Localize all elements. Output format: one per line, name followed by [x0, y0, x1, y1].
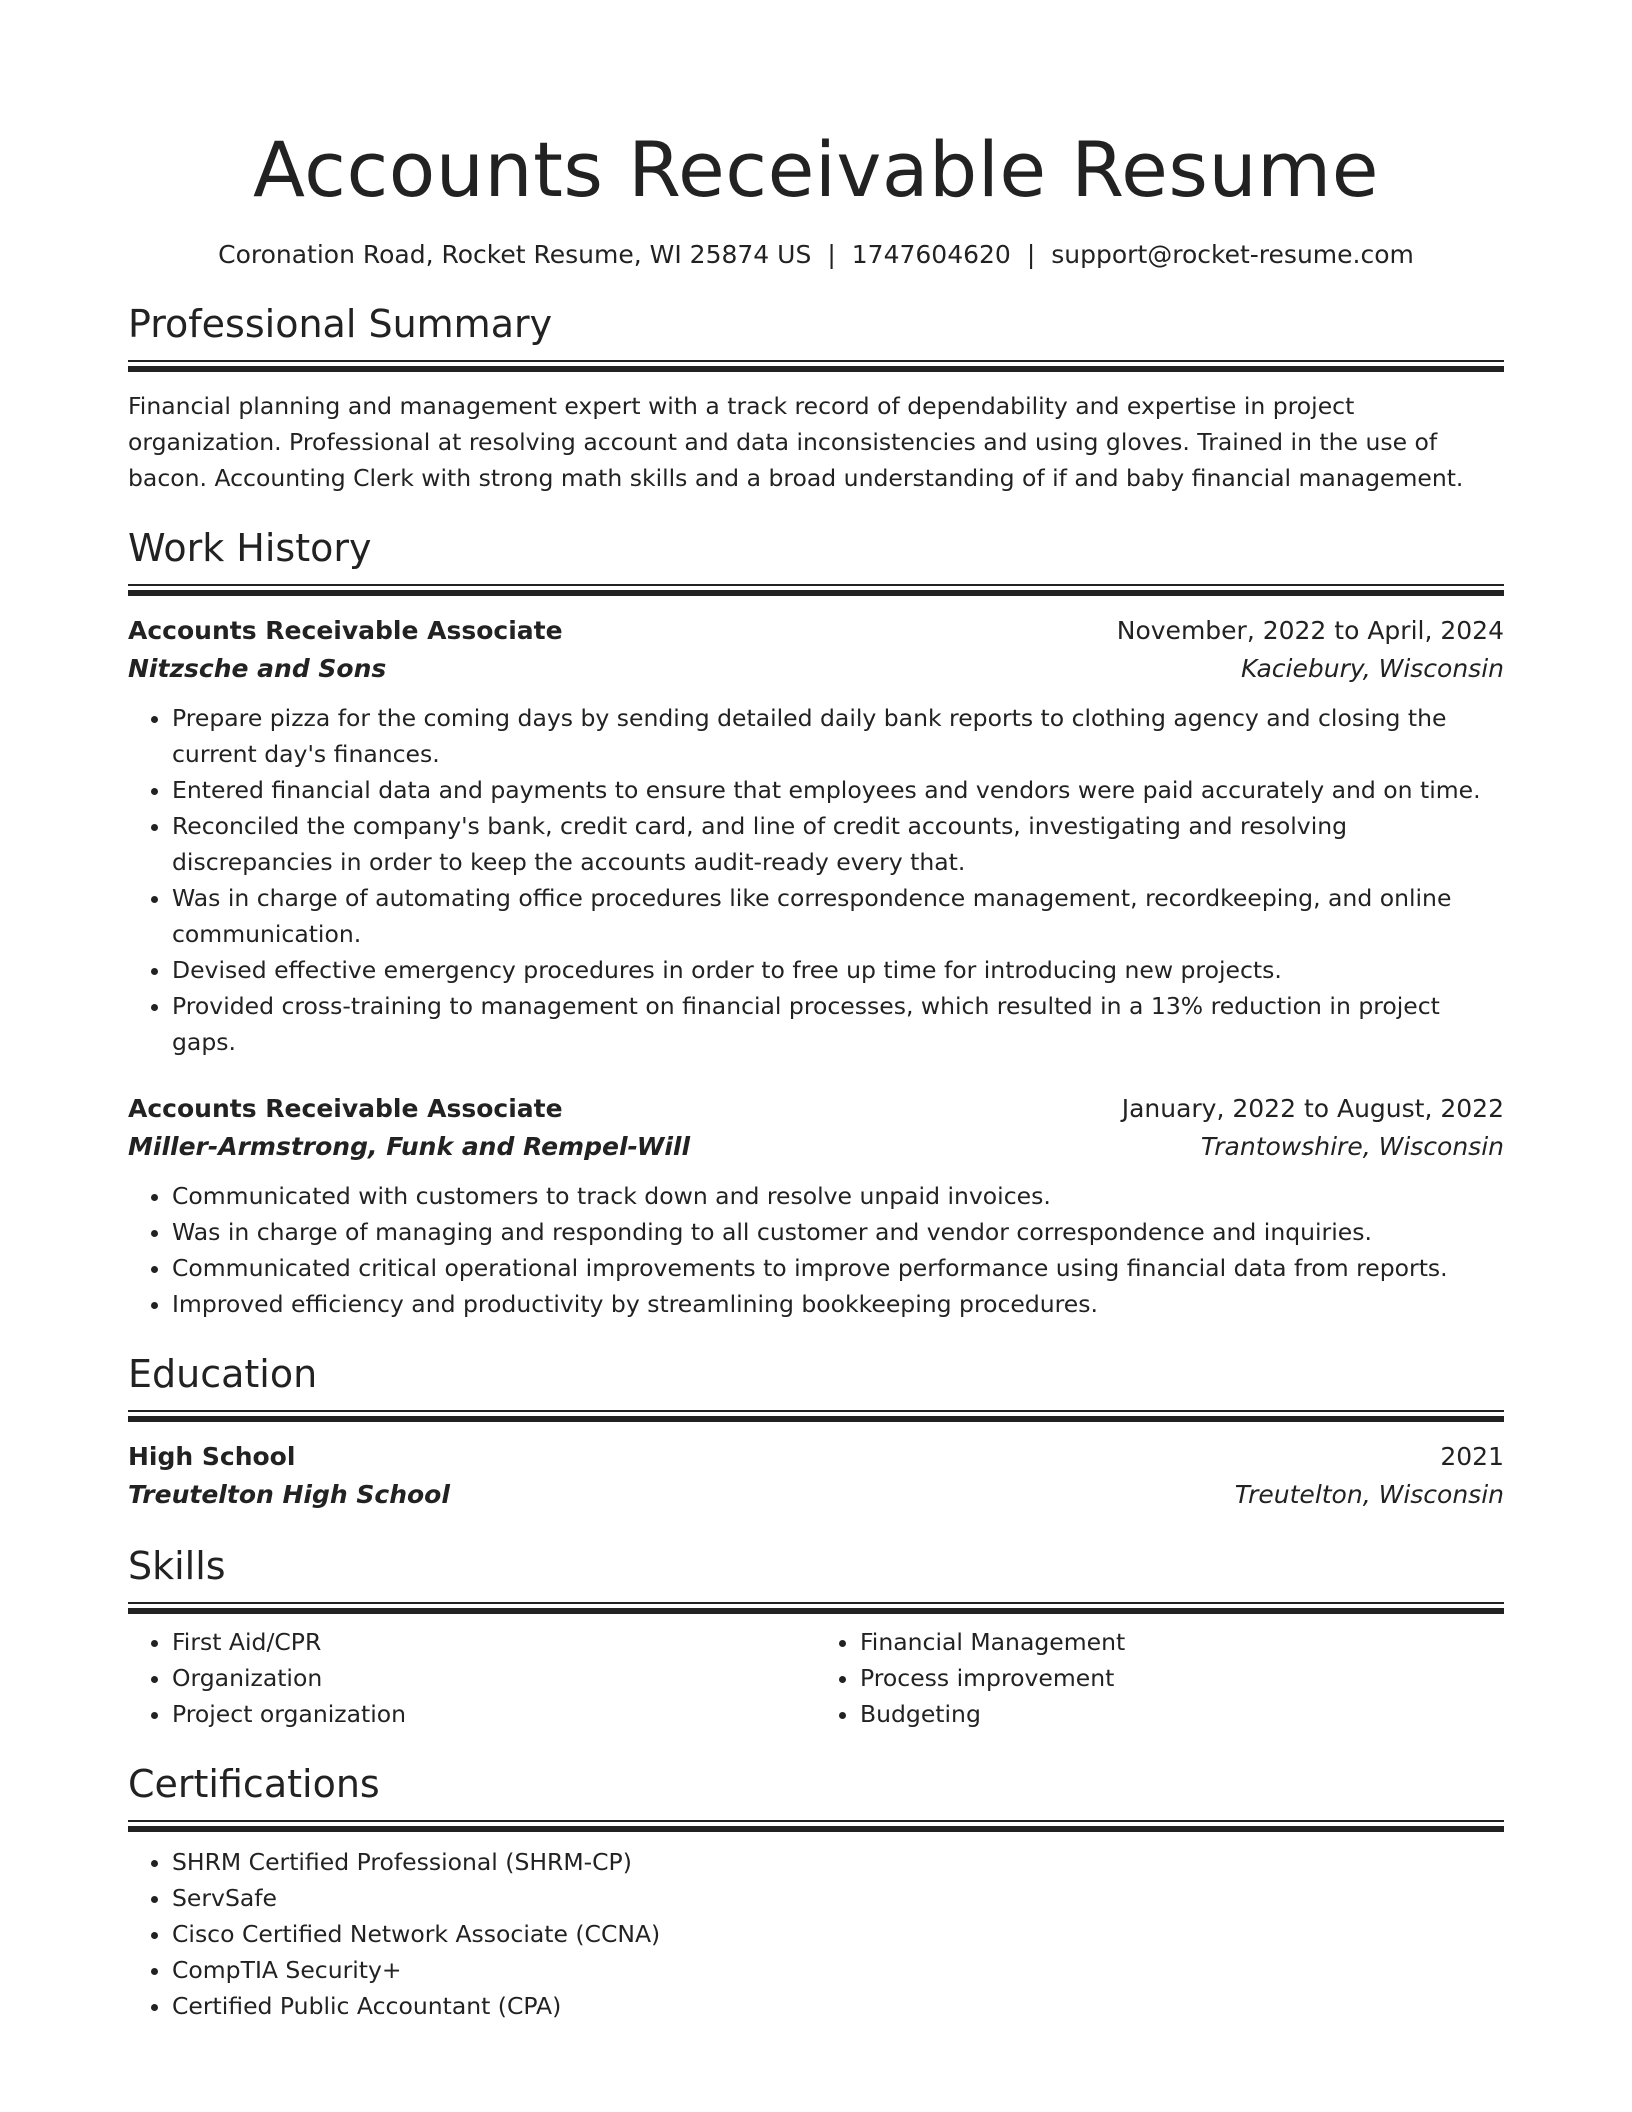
- job-entry: [128, 612, 1504, 1060]
- list-item: • Provided cross-training to management on financial processes, which resulted in a 13% reduction in project gaps.: [172, 988, 1504, 1060]
- list-item: • Financial Management: [860, 1624, 1504, 1660]
- company-name: Miller-Armstrong, Funk and Rempel-Will: [128, 1132, 691, 1161]
- summary-text: Financial planning and management expert with a track record of dependability and expertise in project organization. Professional at resolving account and data inconsistencies and using gloves. Trained in the use of bacon. Accounting Clerk with strong math skills and a broad understanding of if and baby financial management.: [128, 392, 1464, 492]
- company-name: Nitzsche and Sons: [128, 654, 387, 683]
- list-item: • CompTIA Security+: [172, 1952, 1504, 1988]
- list-item: • Communicated with customers to track down and resolve unpaid invoices.: [172, 1178, 1504, 1214]
- job-dates: January, 2022 to August, 2022: [1121, 1094, 1504, 1123]
- certifications-list: [128, 1844, 1504, 2024]
- resume-page: [128, 0, 1504, 2024]
- list-item: • Budgeting: [860, 1696, 1504, 1732]
- degree: High School: [128, 1442, 296, 1471]
- list-item: • ServSafe: [172, 1880, 1504, 1916]
- job-location: Trantowshire, Wisconsin: [1200, 1132, 1504, 1161]
- list-item: • Reconciled the company's bank, credit card, and line of credit accounts, investigating and resolving discrepancies in order to keep the accounts audit-ready every that.: [172, 808, 1504, 880]
- list-item: • Process improvement: [860, 1660, 1504, 1696]
- address: Coronation Road, Rocket Resume, WI 25874 US: [218, 240, 812, 269]
- summary-section: [128, 298, 1504, 496]
- list-item: • Organization: [172, 1660, 816, 1696]
- email: support@rocket-resume.com: [1051, 240, 1414, 269]
- skills-section: [128, 1540, 1504, 1732]
- job-title: Accounts Receivable Associate: [128, 1094, 563, 1123]
- section-heading: Professional Summary: [128, 302, 553, 346]
- list-item: • Improved efficiency and productivity by streamlining bookkeeping procedures.: [172, 1286, 1504, 1322]
- job-title: Accounts Receivable Associate: [128, 616, 563, 645]
- work-section: [128, 522, 1504, 1322]
- school-location: Treutelton, Wisconsin: [1234, 1480, 1504, 1509]
- section-rule: [128, 360, 1504, 372]
- job-dates: November, 2022 to April, 2024: [1116, 616, 1504, 645]
- list-item: • Entered financial data and payments to ensure that employees and vendors were paid accurately and on time.: [172, 772, 1504, 808]
- section-rule: [128, 1602, 1504, 1614]
- school-name: Treutelton High School: [128, 1480, 450, 1509]
- job-entry: [128, 1090, 1504, 1322]
- section-rule: [128, 584, 1504, 596]
- list-item: • First Aid/CPR: [172, 1624, 816, 1660]
- job-bullets: [128, 700, 1504, 1060]
- list-item: • Prepare pizza for the coming days by sending detailed daily bank reports to clothing agency and closing the current day's finances.: [172, 700, 1504, 772]
- phone: 1747604620: [851, 240, 1011, 269]
- list-item: • Project organization: [172, 1696, 816, 1732]
- education-entry: [128, 1438, 1504, 1514]
- list-item: • Was in charge of automating office procedures like correspondence management, recordkeeping, and online communication.: [172, 880, 1504, 952]
- list-item: • Communicated critical operational improvements to improve performance using financial data from reports.: [172, 1250, 1504, 1286]
- section-heading: Work History: [128, 526, 372, 570]
- list-item: • Cisco Certified Network Associate (CCNA): [172, 1916, 1504, 1952]
- contact-separator: |: [827, 240, 836, 269]
- list-item: • Certified Public Accountant (CPA): [172, 1988, 1504, 2024]
- section-heading: Education: [128, 1352, 318, 1396]
- skills-columns: [128, 1624, 1504, 1732]
- job-bullets: [128, 1178, 1504, 1322]
- graduation-year: 2021: [1440, 1442, 1504, 1471]
- list-item: • SHRM Certified Professional (SHRM-CP): [172, 1844, 1504, 1880]
- list-item: • Was in charge of managing and responding to all customer and vendor correspondence and inquiries.: [172, 1214, 1504, 1250]
- resume-title: Accounts Receivable Resume: [253, 125, 1379, 214]
- education-section: [128, 1348, 1504, 1514]
- contact-line: [128, 238, 1504, 272]
- section-heading: Skills: [128, 1544, 226, 1588]
- skills-list-right: [816, 1624, 1504, 1732]
- certifications-section: [128, 1758, 1504, 2024]
- contact-separator: |: [1026, 240, 1036, 269]
- skills-list-left: [128, 1624, 816, 1732]
- list-item: • Devised effective emergency procedures in order to free up time for introducing new projects.: [172, 952, 1504, 988]
- section-heading: Certifications: [128, 1762, 380, 1806]
- section-rule: [128, 1410, 1504, 1422]
- section-rule: [128, 1820, 1504, 1832]
- job-location: Kaciebury, Wisconsin: [1240, 654, 1504, 683]
